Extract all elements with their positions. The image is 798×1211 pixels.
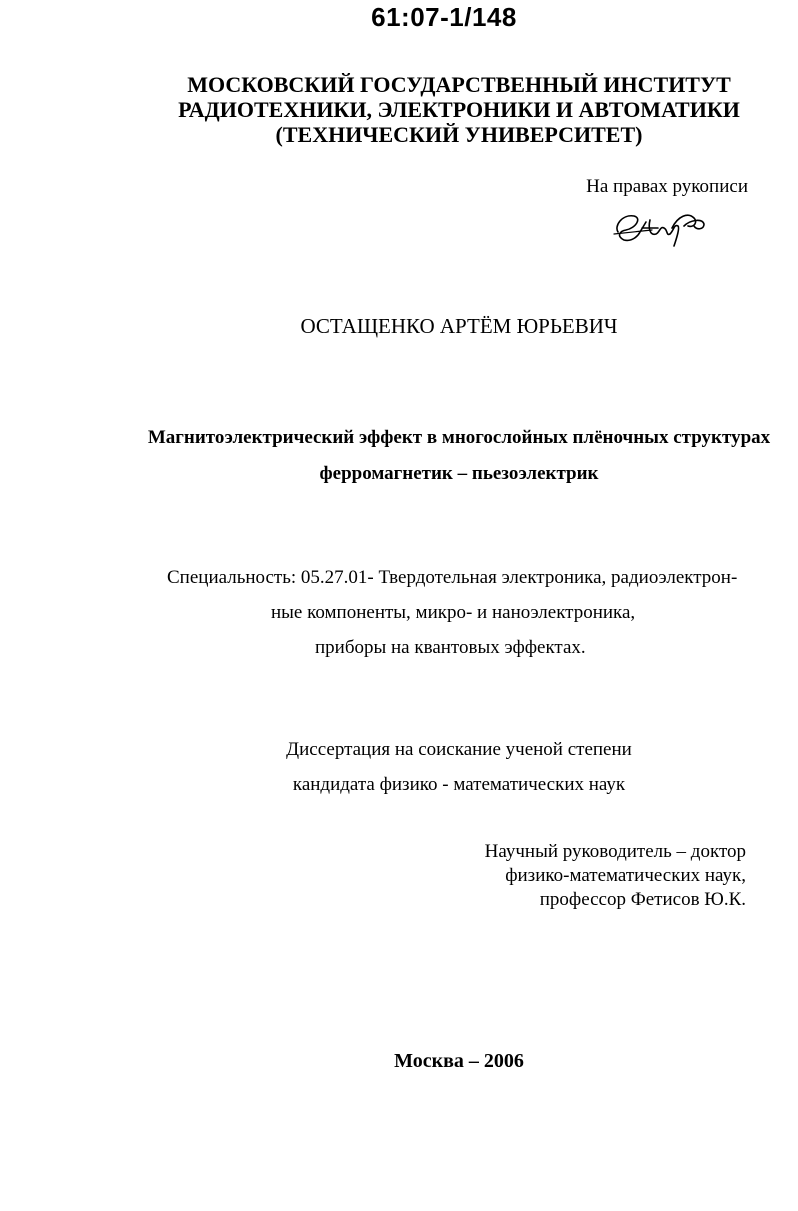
supervisor-block <box>485 840 746 912</box>
archive-code: 61:07-1/148 <box>371 2 517 32</box>
degree-line-2: кандидата физико - математических наук <box>292 774 626 795</box>
supervisor-line-1: Научный руководитель – доктор <box>484 841 746 862</box>
institute-line-3: (ТЕХНИЧЕСКИЙ УНИВЕРСИТЕТ) <box>275 122 643 147</box>
institute-line-2: РАДИОТЕХНИКИ, ЭЛЕКТРОНИКИ И АВТОМАТИКИ <box>178 97 740 122</box>
specialty-line-3: приборы на квантовых эффектах. <box>315 637 586 658</box>
specialty-line-1: Специальность: 05.27.01- Твердотельная электроника, радиоэлектрон- <box>167 567 738 588</box>
specialty-block <box>167 560 737 665</box>
degree-line-1: Диссертация на соискание ученой степени <box>286 739 632 760</box>
institute-name <box>60 72 798 147</box>
place-year: Москва – 2006 <box>394 1050 524 1072</box>
degree-statement <box>60 732 798 802</box>
supervisor-line-3: профессор Фетисов Ю.К. <box>539 889 746 910</box>
supervisor-line-2: физико-математических наук, <box>505 865 746 886</box>
author-name: ОСТАЩЕНКО АРТЁМ ЮРЬЕВИЧ <box>300 314 618 338</box>
institute-line-1: МОСКОВСКИЙ ГОСУДАРСТВЕННЫЙ ИНСТИТУТ <box>187 72 731 97</box>
thesis-title-line-1: Магнитоэлектрический эффект в многослойных плёночных структурах <box>147 427 771 448</box>
specialty-line-2: ные компоненты, микро- и наноэлектроника, <box>271 602 636 623</box>
manuscript-rights-note: На правах рукописи <box>586 176 748 197</box>
thesis-title-line-2: ферромагнетик – пьезоэлектрик <box>319 463 599 484</box>
signature-icon <box>612 206 708 250</box>
thesis-title <box>60 420 798 492</box>
